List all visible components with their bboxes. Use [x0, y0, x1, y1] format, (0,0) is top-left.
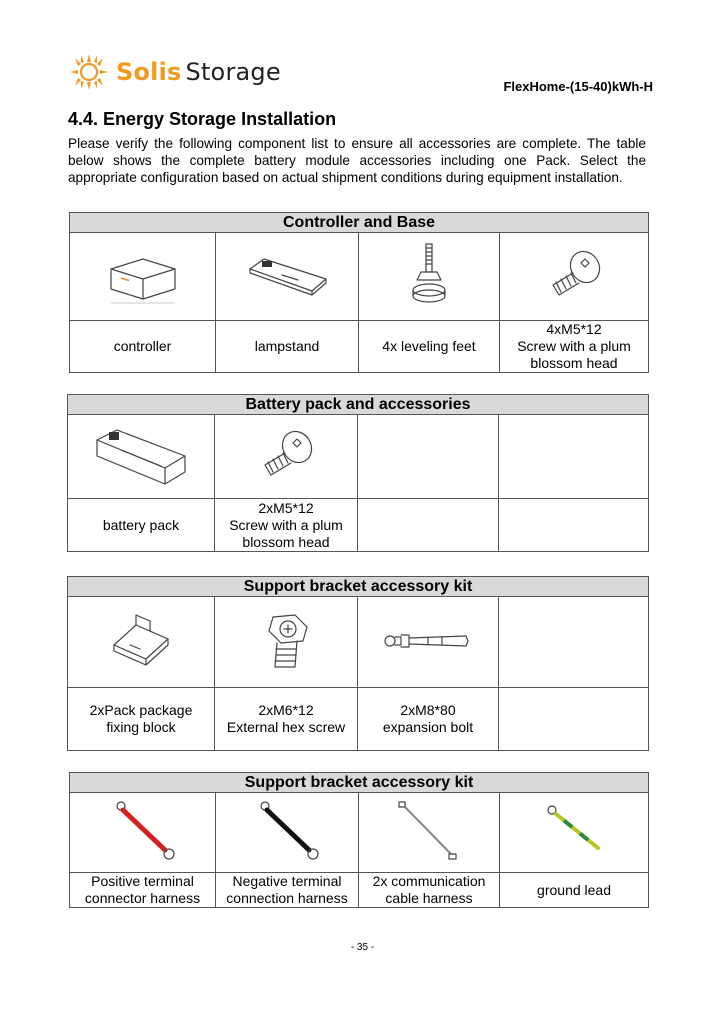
support-bracket-table: [67, 576, 649, 751]
solis-storage-logo: [68, 52, 281, 92]
ground-lead-image: [500, 793, 649, 873]
plum-screw-image: [215, 415, 358, 499]
hex-screw-image: [215, 597, 358, 688]
model-name: FlexHome-(15-40)kWh-H: [503, 79, 653, 94]
plum-screw-image: [500, 233, 649, 321]
battery-pack-table: [67, 394, 649, 552]
logo-storage-text: Storage: [185, 58, 281, 86]
table-title: Controller and Base: [70, 213, 649, 233]
table-title: Battery pack and accessories: [68, 395, 649, 415]
fixing-block-label: 2xPack package fixing block: [68, 688, 215, 751]
page-number: - 35 -: [350, 942, 375, 953]
table-title: Support bracket accessory kit: [68, 577, 649, 597]
battery-pack-image: [68, 415, 215, 499]
empty-cell: [499, 597, 649, 688]
negative-harness-label: Negative terminal connection harness: [216, 873, 359, 908]
hex-screw-label: 2xM6*12 External hex screw: [215, 688, 358, 751]
battery-pack-label: battery pack: [68, 499, 215, 552]
controller-image: [70, 233, 216, 321]
lampstand-label: lampstand: [216, 321, 359, 373]
leveling-foot-image: [359, 233, 500, 321]
positive-harness-image: [70, 793, 216, 873]
empty-label: [499, 688, 649, 751]
expansion-bolt-label: 2xM8*80 expansion bolt: [358, 688, 499, 751]
negative-harness-image: [216, 793, 359, 873]
empty-label: [499, 499, 649, 552]
lampstand-image: [216, 233, 359, 321]
ground-lead-label: ground lead: [500, 873, 649, 908]
fixing-block-image: [68, 597, 215, 688]
section-title: 4.4. Energy Storage Installation: [68, 109, 337, 129]
empty-cell: [499, 415, 649, 499]
plum-screw-label: 2xM5*12 Screw with a plum blossom head: [215, 499, 358, 552]
sun-logo-icon: [68, 52, 110, 92]
controller-base-table: [69, 212, 649, 373]
plum-screw-label: 4xM5*12 Screw with a plum blossom head: [500, 321, 649, 373]
table-title: Support bracket accessory kit: [70, 773, 649, 793]
empty-cell: [358, 415, 499, 499]
controller-label: controller: [70, 321, 216, 373]
positive-harness-label: Positive terminal connector harness: [70, 873, 216, 908]
communication-cable-image: [359, 793, 500, 873]
logo-solis-text: Solis: [116, 58, 182, 86]
communication-cable-label: 2x communication cable harness: [359, 873, 500, 908]
empty-label: [358, 499, 499, 552]
leveling-feet-label: 4x leveling feet: [359, 321, 500, 373]
expansion-bolt-image: [358, 597, 499, 688]
intro-paragraph: Please verify the following component list to ensure all accessories are complete. The table below shows the complete battery module accessories including one Pack. Select the appropriate configuration based on actual shipment conditions during equipment installation.: [68, 136, 646, 186]
harness-table: [69, 772, 649, 908]
